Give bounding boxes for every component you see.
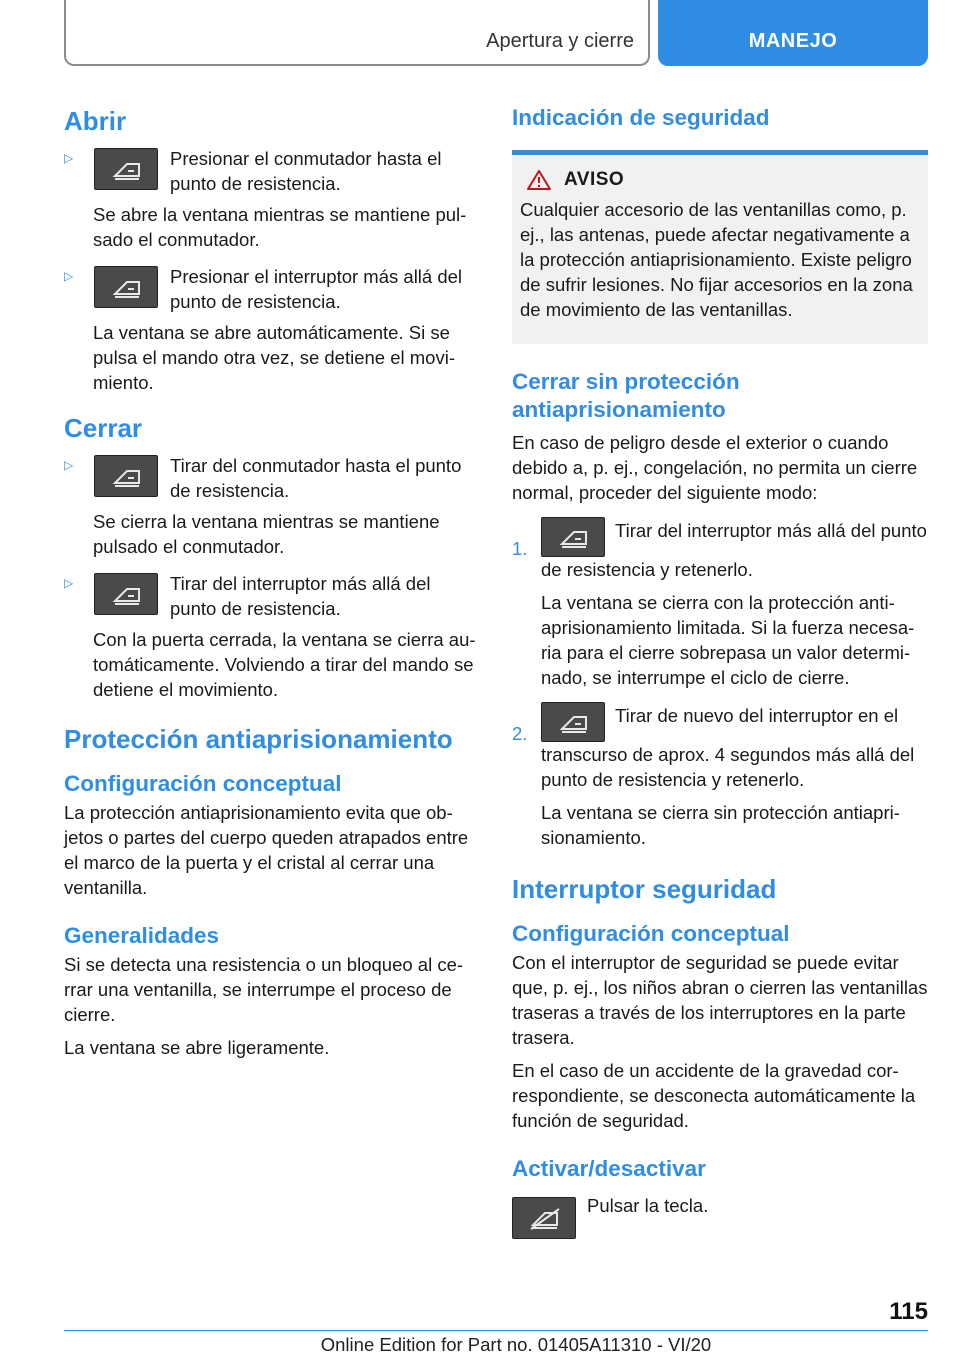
switch-concept-heading: Configuración conceptual xyxy=(512,921,790,946)
open-step-2 xyxy=(64,264,478,314)
open-step-2-text: Presionar el interruptor más allá del punto de resistencia. xyxy=(170,266,463,312)
triangle-right-icon: ▷ xyxy=(64,269,74,283)
header-section-box xyxy=(64,0,650,66)
open-step-2-result: La ventana se abre automáticamente. Si se pulsa el mando otra vez, se detiene el movimiento. xyxy=(93,322,455,393)
numbered-step-1-result: La ventana se cierra con la protección antiaprisionamiento limitada. Si la fuerza necesaria para el cierre sobrepasa un valor determinado, se interrumpe el ciclo de cierre. xyxy=(541,592,915,688)
right-column xyxy=(512,100,928,1237)
numbered-step-2-lead xyxy=(541,702,928,792)
general-text: Si se detecta una resistencia o un bloqueo al cerrar una ventanilla, se interrumpe el proceso de cierre. xyxy=(64,954,464,1025)
open-step-1-result: Se abre la ventana mientras se mantiene pulsado el conmutador. xyxy=(93,204,467,250)
numbered-step-1-lead xyxy=(541,517,928,582)
page-number: 115 xyxy=(889,1298,928,1325)
window-switch-icon xyxy=(541,517,605,557)
switch-concept-text: Con el interruptor de seguridad se puede evitar que, p. ej., los niños abran o cierren las ventanillas traseras a través de los interruptores en la parte trasera. xyxy=(512,952,928,1048)
close-step-2-result: Con la puerta cerrada, la ventana se cierra automáticamente. Volviendo a tirar del mando se detiene el movimiento. xyxy=(93,629,476,700)
close-step-2-text: Tirar del interruptor más allá del punto de resistencia. xyxy=(170,573,431,619)
concept-text: La protección antiaprisionamiento evita que objetos o partes del cuerpo queden atrapados entre el marco de la puerta y el cristal al cerrar una ventanilla. xyxy=(64,802,469,898)
numbered-step-2 xyxy=(512,702,928,850)
window-switch-icon xyxy=(541,702,605,742)
general-text-2: La ventana se abre ligeramente. xyxy=(64,1037,330,1058)
numbered-step-1-text: Tirar del interruptor más allá del punto de resistencia y retenerlo. xyxy=(541,520,927,580)
concept-heading: Configuración conceptual xyxy=(64,771,342,796)
header-chapter-label: MANEJO xyxy=(748,30,838,52)
protection-heading: Protección antiaprisionamiento xyxy=(64,724,453,754)
footer-rule xyxy=(64,1330,928,1331)
close-step-1-text: Tirar del conmutador hasta el punto de resistencia. xyxy=(170,455,462,501)
warning-header xyxy=(526,169,920,191)
window-switch-icon xyxy=(94,455,158,497)
warning-label: AVISO xyxy=(564,169,625,190)
triangle-right-icon: ▷ xyxy=(64,151,74,165)
safety-heading: Indicación de seguridad xyxy=(512,105,770,130)
footer-edition: Online Edition for Part no. 01405A11310 - VI/20 xyxy=(320,1334,712,1355)
window-switch-icon xyxy=(94,148,158,190)
header-section-title: Apertura y cierre xyxy=(486,30,634,52)
activate-text: Pulsar la tecla. xyxy=(587,1195,709,1216)
activate-row xyxy=(512,1193,928,1237)
open-step-1-text: Presionar el conmutador hasta el punto de resistencia. xyxy=(170,148,442,194)
window-switch-icon xyxy=(94,266,158,308)
step-number: 2. xyxy=(512,723,528,744)
window-lock-switch-icon xyxy=(512,1197,576,1239)
header-chapter-tab[interactable] xyxy=(658,0,928,66)
close-heading: Cerrar xyxy=(64,413,143,443)
switch-heading: Interruptor seguridad xyxy=(512,874,777,904)
warning-text: Cualquier accesorio de las ventanillas como, p. ej., las antenas, puede afectar negativamente a la protección antiaprisionamiento. Existe peligro de sufrir lesiones. No fijar accesorios en la zona de movimiento de las ventanillas. xyxy=(520,199,913,320)
close-step-1 xyxy=(64,453,478,503)
close-step-1-result: Se cierra la ventana mientras se mantiene pulsado el conmutador. xyxy=(93,511,440,557)
left-column xyxy=(64,100,478,1060)
numbered-step-2-text: Tirar de nuevo del interruptor en el transcurso de aprox. 4 segundos más allá del punto de resistencia y retenerlo. xyxy=(541,705,915,790)
close-noprot-text: En caso de peligro desde el exterior o cuando debido a, p. ej., congelación, no permita un cierre normal, proceder del siguiente modo: xyxy=(512,432,918,503)
window-switch-icon xyxy=(94,573,158,615)
open-step-1 xyxy=(64,146,478,196)
triangle-right-icon: ▷ xyxy=(64,576,74,590)
triangle-right-icon: ▷ xyxy=(64,458,74,472)
numbered-step-2-result: La ventana se cierra sin protección antiaprisionamiento. xyxy=(541,802,900,848)
step-number: 1. xyxy=(512,538,528,559)
close-noprot-heading: Cerrar sin protección antiaprisionamiento xyxy=(512,369,740,422)
general-heading: Generalidades xyxy=(64,923,220,948)
close-step-2 xyxy=(64,571,478,621)
warning-box xyxy=(512,155,928,344)
open-heading: Abrir xyxy=(64,106,127,136)
warning-triangle-icon xyxy=(526,169,552,191)
switch-concept-text-2: En el caso de un accidente de la gravedad correspondiente, se desconecta automáticamente la función de seguridad. xyxy=(512,1060,916,1131)
activate-heading: Activar/desactivar xyxy=(512,1156,706,1181)
numbered-step-1 xyxy=(512,517,928,690)
